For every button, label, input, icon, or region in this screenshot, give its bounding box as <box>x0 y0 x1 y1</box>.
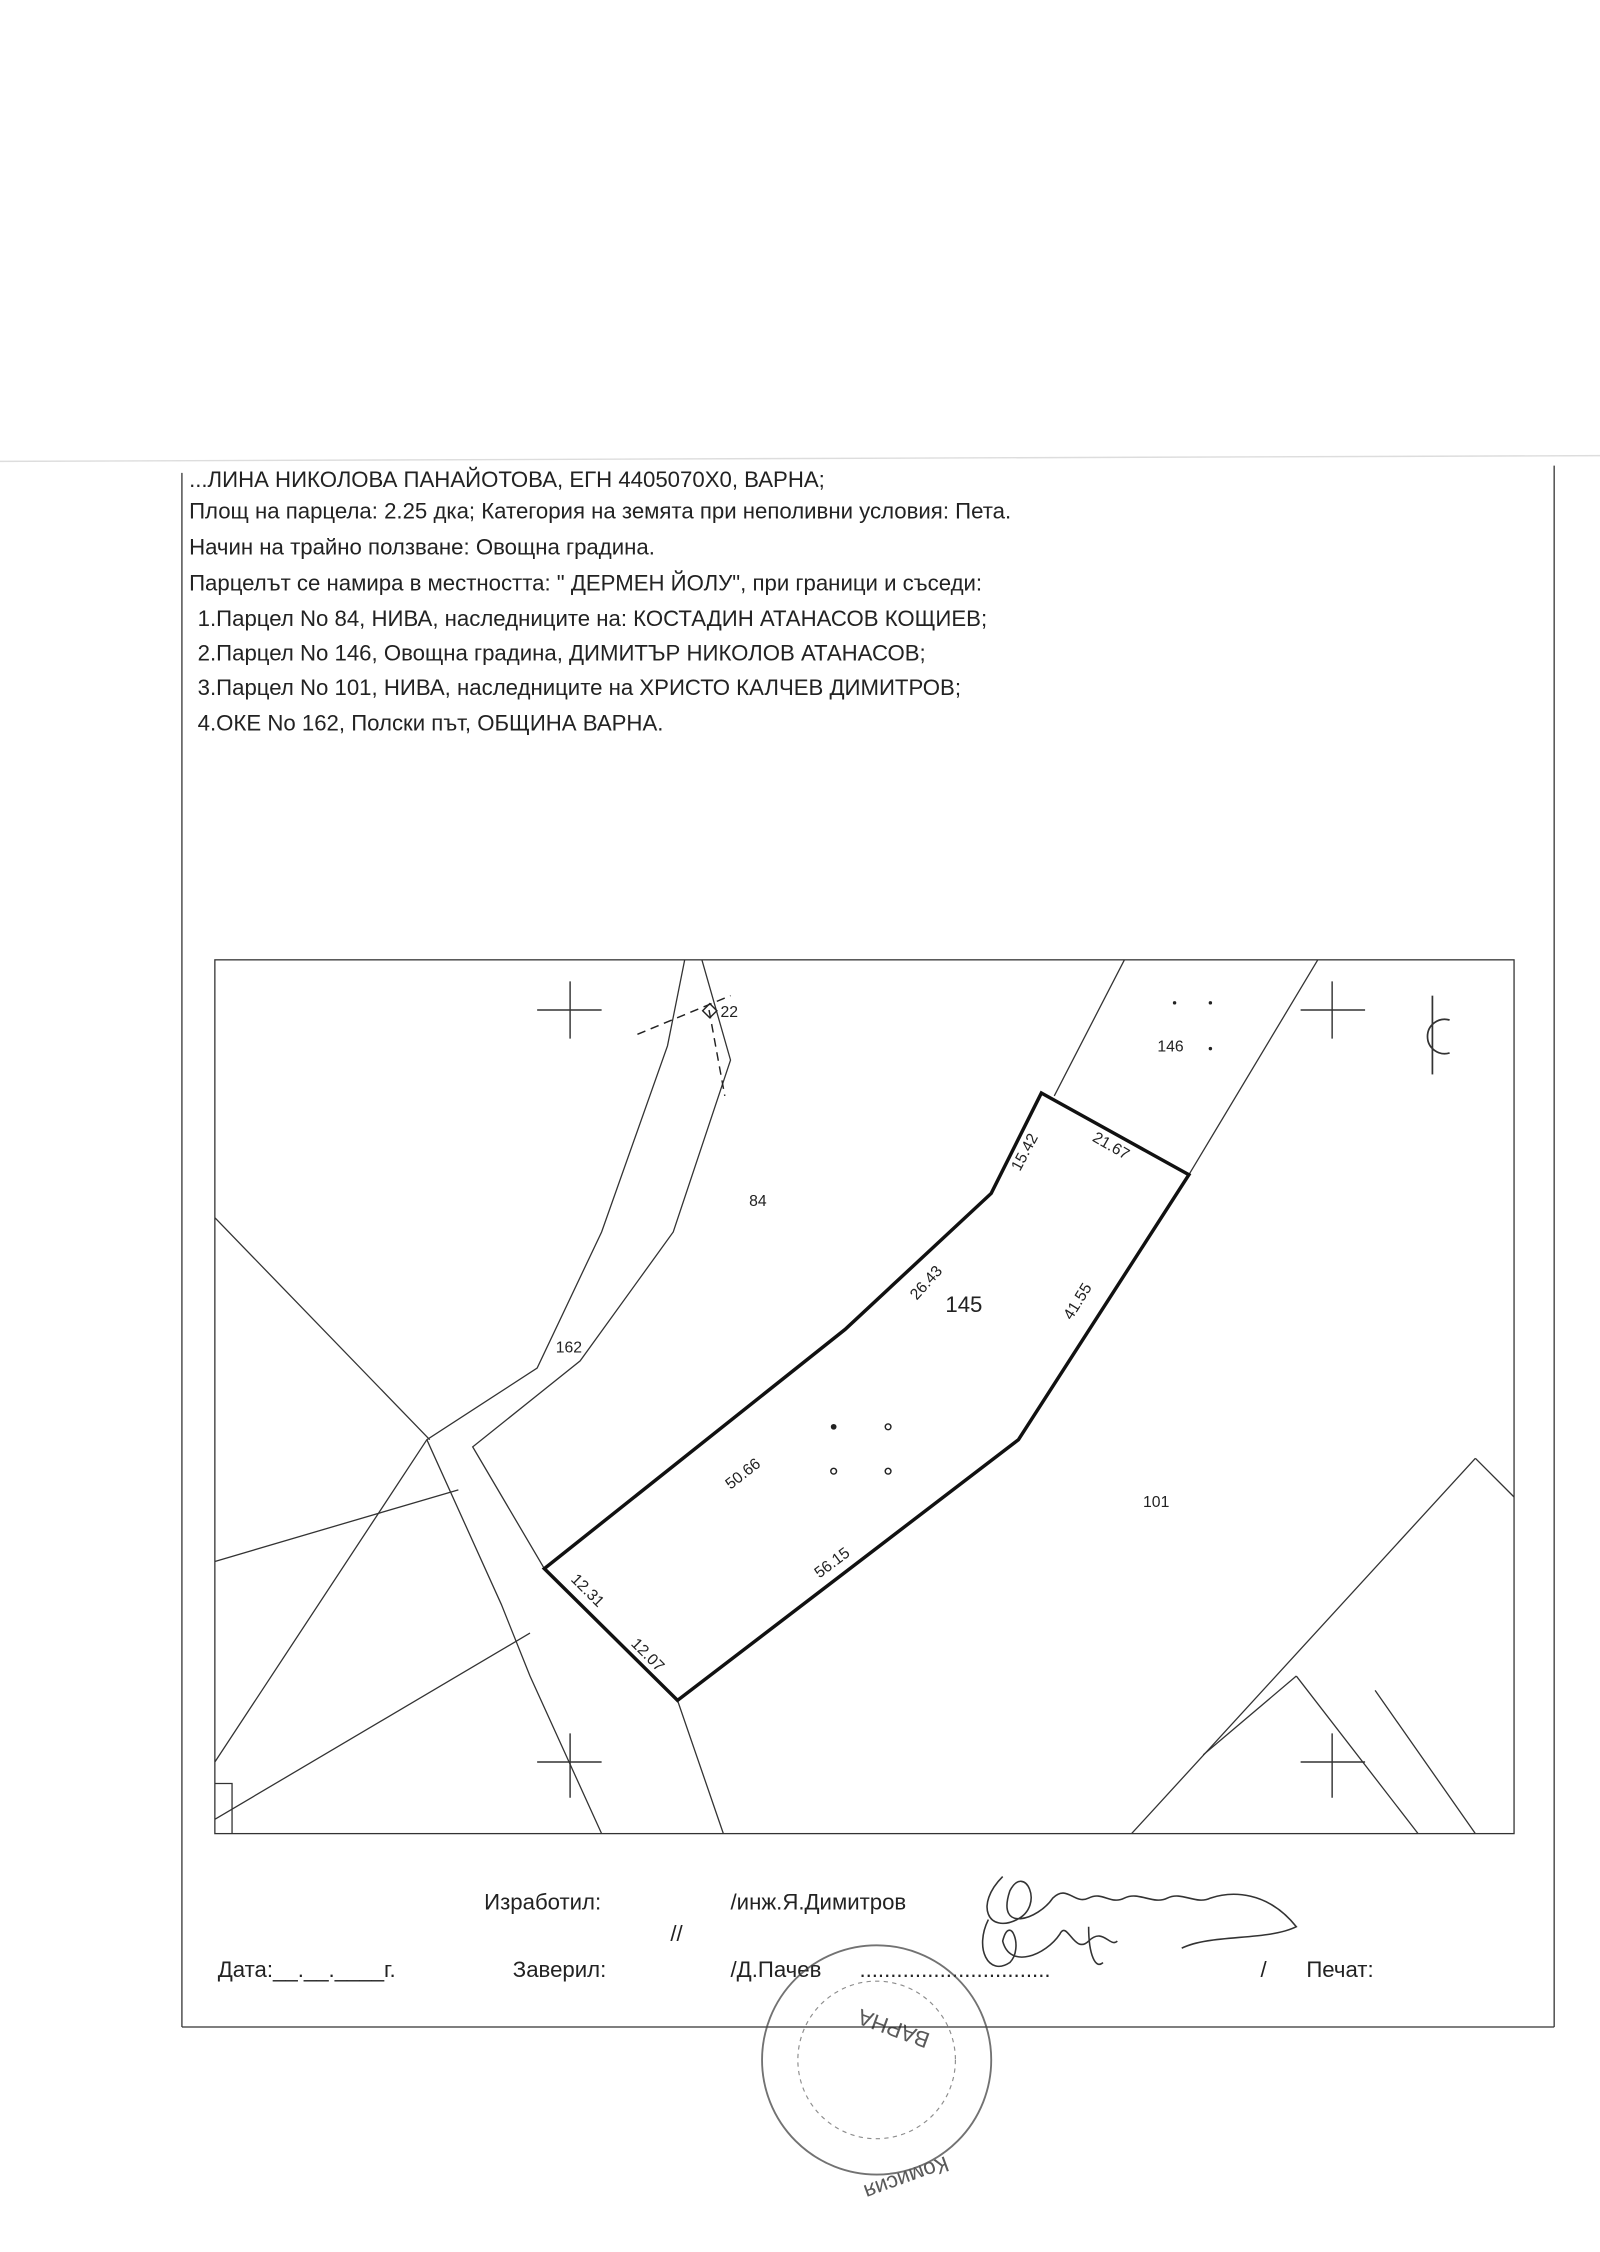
stamp-label: Печат: <box>1306 1956 1374 1982</box>
boundary-line <box>215 1490 459 1562</box>
side-length: 56.15 <box>811 1544 854 1582</box>
verified-label: Заверил: <box>512 1956 607 1982</box>
date-label: Дата:__.__.____г. <box>217 1956 396 1982</box>
boundary-line <box>215 1218 430 1440</box>
made-by-name: /инж.Я.Димитров <box>730 1889 907 1915</box>
verified-name: /Д.Пачев <box>730 1956 822 1982</box>
road-inner <box>427 1440 602 1834</box>
stamp-commission: Комисия <box>860 2151 953 2205</box>
usage-line: Начин на трайно ползване: Овощна градина. <box>189 534 655 560</box>
verified-dots: ............................... <box>859 1956 1051 1982</box>
made-by-label: Изработил: <box>484 1889 602 1915</box>
neighbor-item: 1.Парцел No 84, НИВА, наследниците на: КОСТАДИН АТАНАСОВ КОЩИЕВ; <box>197 606 988 632</box>
boundary-line <box>1375 1690 1475 1833</box>
neighbor-item: 3.Парцел No 101, НИВА, наследниците на ХРИСТО КАЛЧЕВ ДИМИТРОВ; <box>197 674 961 700</box>
north-arrow-icon <box>1427 996 1449 1075</box>
point-label: 22 <box>720 1004 739 1022</box>
boundary-line <box>1296 1676 1418 1834</box>
boundary-146-left <box>1054 960 1124 1096</box>
cadastral-map <box>215 960 1514 1834</box>
grid-cross <box>537 981 601 1038</box>
side-length: 12.31 <box>567 1570 608 1611</box>
side-length: 12.07 <box>627 1635 668 1676</box>
boundary-line <box>215 1783 232 1833</box>
fold-line <box>0 456 1600 462</box>
boundary-line <box>1203 1676 1296 1755</box>
side-length: 15.42 <box>1008 1130 1042 1174</box>
grid-cross <box>1301 981 1365 1038</box>
verified-end: / <box>1260 1956 1267 1982</box>
parcel-label-101: 101 <box>1143 1494 1170 1512</box>
side-length: 41.55 <box>1060 1280 1096 1323</box>
parcel-label-162: 162 <box>555 1339 583 1357</box>
location-line: Парцелът се намира в местността: " ДЕРМЕН ЙОЛУ", при граници и съседи: <box>189 570 983 596</box>
side-length: 26.43 <box>907 1262 947 1304</box>
side-length: 21.67 <box>1089 1129 1133 1164</box>
slashes: // <box>670 1921 683 1947</box>
road-edge-left <box>215 960 685 1762</box>
parcel-label-146: 146 <box>1157 1038 1184 1056</box>
map-border <box>215 960 1514 1834</box>
parcel-label-145: 145 <box>945 1292 983 1318</box>
neighbor-item: 2.Парцел No 146, Овощна градина, ДИМИТЪР НИКОЛОВ АТАНАСОВ; <box>197 640 926 666</box>
cut-off-owner-line: ...ЛИНА НИКОЛОВА ПАНАЙОТОВА, ЕГН 4405070X0, ВАРНА; <box>189 467 825 493</box>
parcel-label-84: 84 <box>749 1193 767 1211</box>
boundary-146-right <box>1189 960 1318 1175</box>
boundary-line <box>1132 1458 1476 1833</box>
grid-cross <box>1301 1733 1365 1797</box>
area-line: Площ на парцела: 2.25 дка; Категория на земята при неполивни условия: Пета. <box>189 498 1012 524</box>
boundary-line <box>1475 1458 1514 1497</box>
parcel-145-outline <box>544 1093 1189 1700</box>
official-stamp <box>762 1945 991 2205</box>
side-length: 50.66 <box>722 1455 765 1493</box>
grid-crosses <box>537 981 1365 1797</box>
grid-cross <box>537 1733 601 1797</box>
stamp-city: ВАРНА <box>854 2003 933 2053</box>
neighbor-item: 4.ОКЕ No 162, Полски път, ОБЩИНА ВАРНА. <box>197 710 664 736</box>
boundary-line <box>215 1633 530 1819</box>
road-edge-right <box>473 960 731 1834</box>
signature <box>983 1877 1297 1967</box>
parcel-points <box>831 1001 1212 1474</box>
